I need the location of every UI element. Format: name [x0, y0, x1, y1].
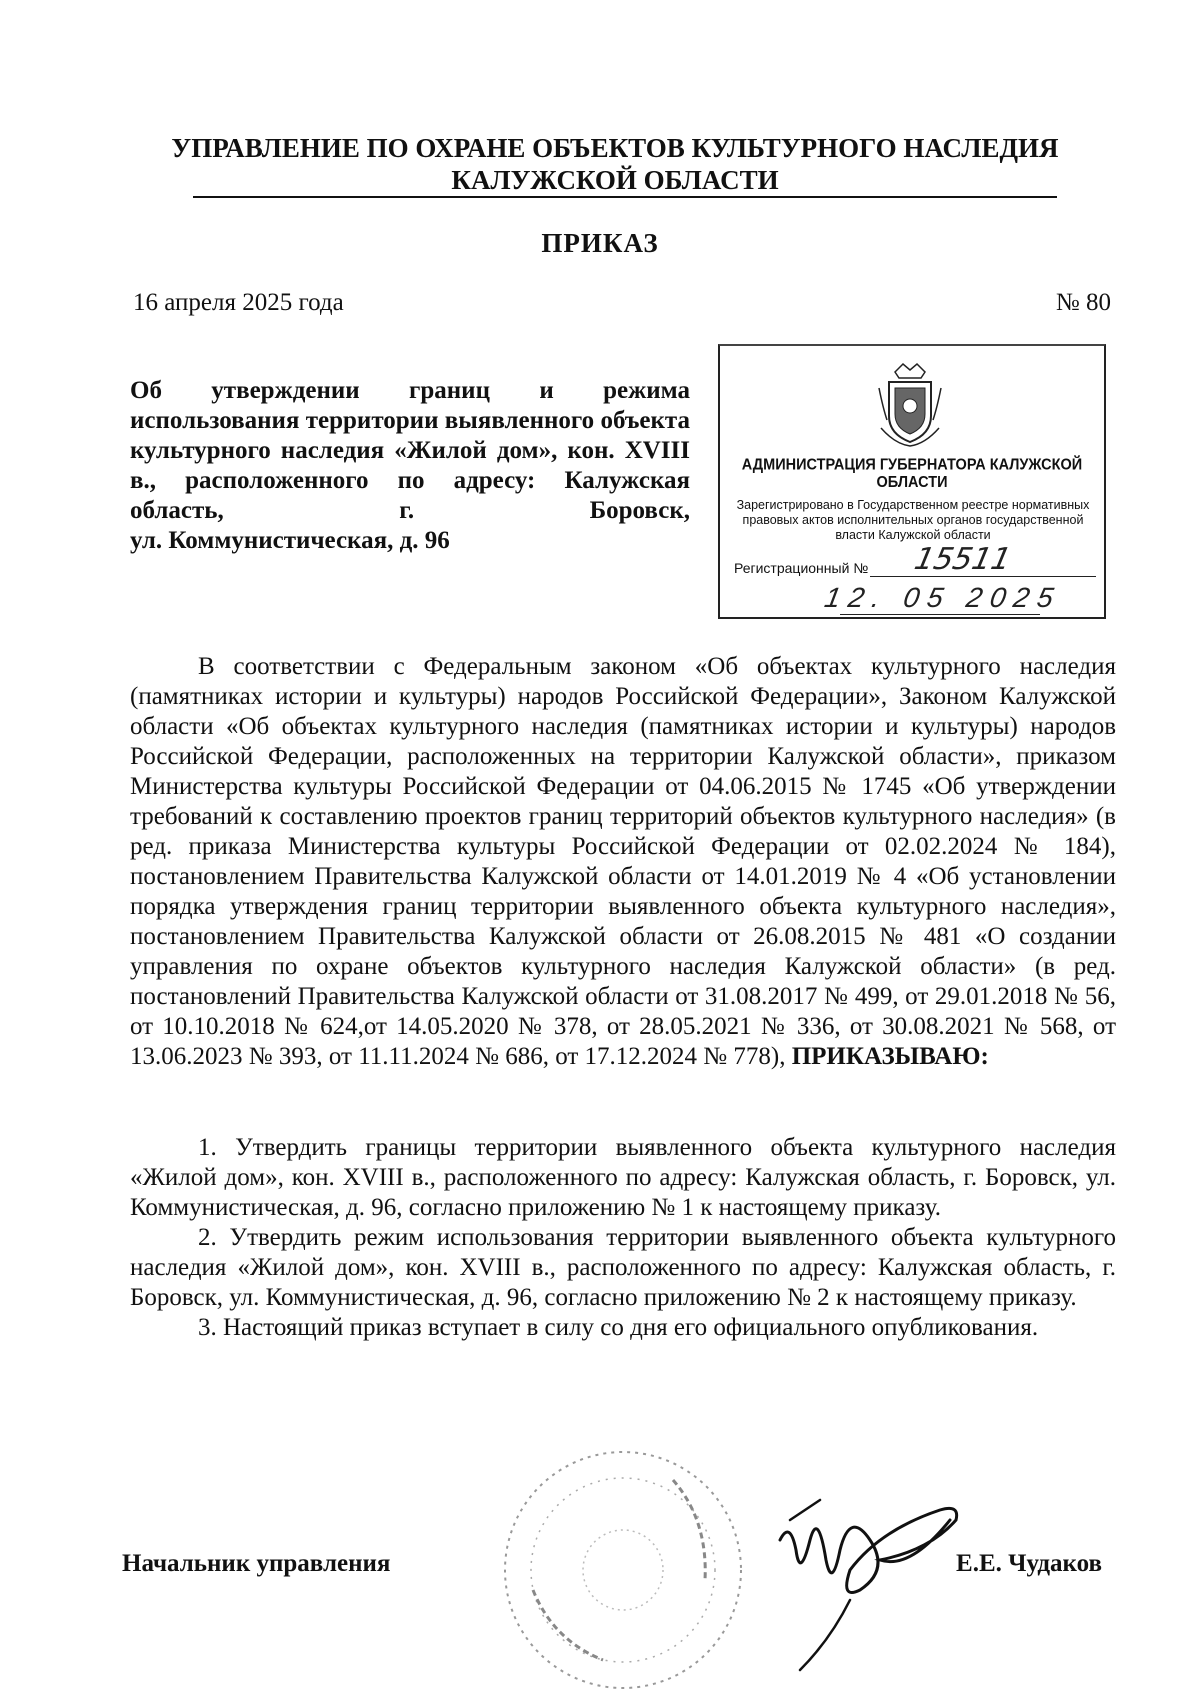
- authority-line-1: УПРАВЛЕНИЕ ПО ОХРАНЕ ОБЪЕКТОВ КУЛЬТУРНОГО НАСЛЕДИЯ: [171, 133, 1059, 163]
- signatory-role: Начальник управления: [122, 1550, 391, 1577]
- document-number: № 80: [1055, 289, 1111, 316]
- stamp-organization: АДМИНИСТРАЦИЯ ГУБЕРНАТОРА КАЛУЖСКОЙ ОБЛАСТИ: [741, 456, 1083, 492]
- order-items: [130, 1133, 1116, 1343]
- stamp-reg-label: Регистрационный №: [734, 560, 869, 576]
- handwritten-signature-icon: [760, 1480, 980, 1680]
- coat-of-arms-icon: [875, 358, 945, 448]
- stamp-registration-text: Зарегистрировано в Государственном реестре нормативных правовых актов исполнительных органов государственной власти Калужской области: [736, 498, 1090, 542]
- official-seal-icon: [493, 1440, 753, 1700]
- document-subject: [130, 376, 690, 556]
- header-underline: [193, 196, 1057, 198]
- order-item-3: 3. Настоящий приказ вступает в силу со дня его официального опубликования.: [198, 1314, 1039, 1341]
- order-word: ПРИКАЗЫВАЮ:: [791, 1043, 989, 1070]
- stamp-reg-number: 15511: [911, 542, 1015, 577]
- preamble-text: В соответствии с Федеральным законом «Об объектах культурного наследия (памятниках истории и культуры) народов Российской Федерации», Законом Калужской области «Об объектах культурного наследия (памятниках истории и культуры) народов Российской Федерации, расположенных на территории Калужской области», приказом Министерства культуры Российской Федерации от 04.06.2015 № 1745 «Об утверждении требований к составлению проектов границ территорий объектов культурного наследия» (в ред. приказа Министерства культуры Российской Федерации от 02.02.2024 № 184), постановлением Правительства Калужской области от 14.01.2019 № 4 «Об установлении порядка утверждения границ территории выявленного объекта культурного наследия», постановлением Правительства Калужской области от 26.08.2015 № 481 «О создании управления по охране объектов культурного наследия Калужской области» (в ред. постановлений Правительства Калужской области от 31.08.2017 № 499, от 29.01.2018 № 56, от 10.10.2018 № 624,от 14.05.2020 № 378, от 28.05.2021 № 336, от 30.08.2021 № 568, от 13.06.2023 № 393, от 11.11.2024 № 686, от 17.12.2024 № 778),: [130, 653, 1116, 1070]
- order-item-1: 1. Утвердить границы территории выявленного объекта культурного наследия «Жилой дом», кон. XVIII в., расположенного по адресу: Калужская область, г. Боровск, ул. Коммунистическая, д. 96, согласно приложению № 1 к настоящему приказу.: [130, 1134, 1116, 1221]
- preamble-paragraph: [130, 652, 1116, 1072]
- issuing-authority: [150, 132, 1080, 196]
- registration-stamp: [718, 344, 1106, 619]
- authority-line-2: КАЛУЖСКОЙ ОБЛАСТИ: [451, 165, 779, 195]
- subject-text: Об утверждении границ и режима использования территории выявленного объекта культурного наследия «Жилой дом», кон. XVIII в., расположенного по адресу: Калужская область, г. Боровск,: [130, 377, 690, 524]
- order-item-2: 2. Утвердить режим использования территории выявленного объекта культурного наследия «Жилой дом», кон. XVIII в., расположенного по адресу: Калужская область, г. Боровск, ул. Коммунистическая, д. 96, согласно приложению № 2 к настоящему приказу.: [130, 1224, 1116, 1311]
- subject-last-line: ул. Коммунистическая, д. 96: [130, 527, 450, 554]
- signatory-name: Е.Е. Чудаков: [956, 1550, 1102, 1577]
- document-type: ПРИКАЗ: [541, 228, 659, 258]
- document-date: 16 апреля 2025 года: [133, 289, 344, 316]
- reg-date-line: [840, 614, 1040, 615]
- preamble: [130, 652, 1116, 1072]
- stamp-reg-date: 12. 05 2025: [822, 582, 1064, 613]
